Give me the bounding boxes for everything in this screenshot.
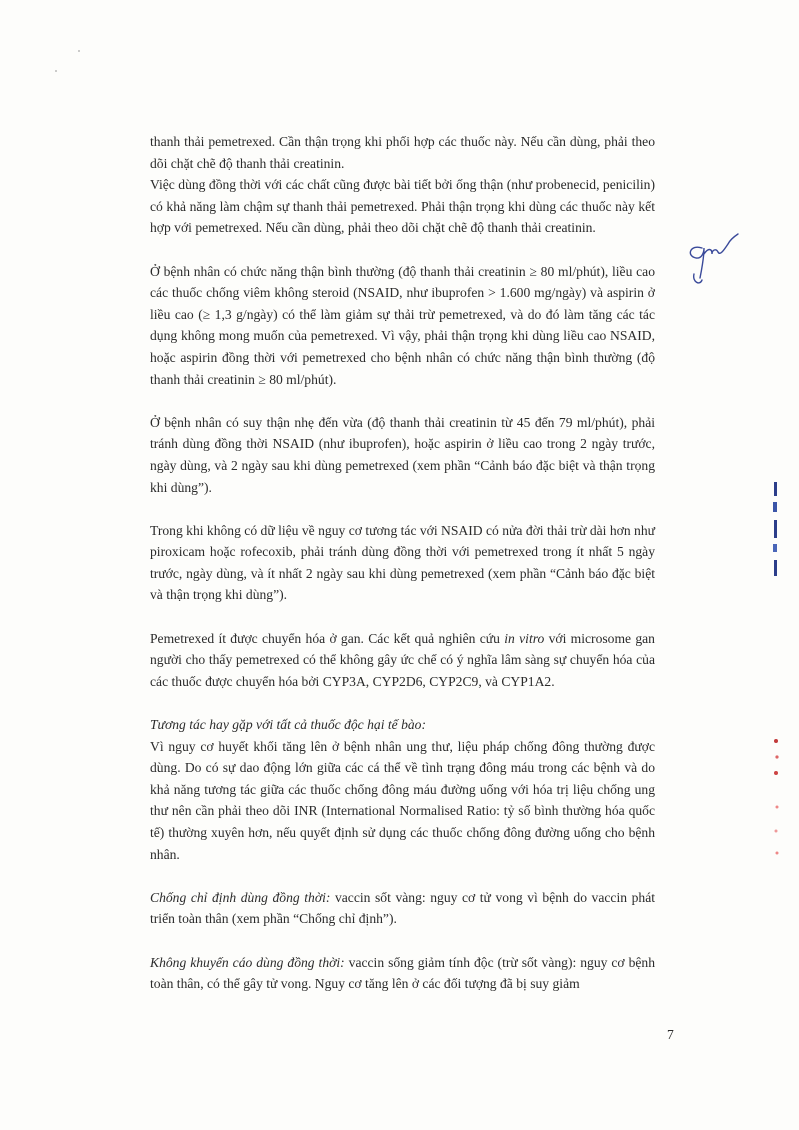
page-body: [150, 131, 655, 995]
scan-speck: [78, 50, 80, 52]
page-number: 7: [667, 1027, 674, 1042]
paragraph-5: Trong khi không có dữ liệu về nguy cơ tương tác với NSAID có nửa đời thải trừ dài hơn như piroxicam hoặc rofecoxib, phải tránh dùng đồng thời với pemetrexed trong ít nhất 5 ngày trước, ngày dùng, và ít nhất 2 ngày sau khi dùng pemetrexed (xem phần “Cảnh báo đặc biệt và thận trọng khi dùng”).: [150, 522, 655, 603]
paragraph-2: Việc dùng đồng thời với các chất cũng được bài tiết bởi ống thận (như probenecid, penicilin) có khả năng làm chậm sự thanh thải pemetrexed. Phải thận trọng khi dùng các thuốc này kết hợp với pemetrexed. Nếu cần dùng, phải theo dõi chặt chẽ độ thanh thải creatinin.: [150, 177, 655, 236]
not-recommended-body: vaccin sống giảm tính độc (trừ sốt vàng): nguy cơ bệnh toàn thân, có thể gây tử vong. Nguy cơ tăng lên ở các đối tượng đã bị suy giảm: [150, 954, 655, 992]
contraindicated-body: vaccin sốt vàng: nguy cơ tử vong vì bệnh do vaccin phát triển toàn thân (xem phần “Chống chỉ định”).: [150, 889, 656, 927]
not-recommended-heading: Không khuyến cáo dùng đồng thời:: [150, 954, 345, 970]
paragraph-8: [150, 887, 655, 930]
contraindicated-heading: Chống chỉ định dùng đồng thời:: [150, 889, 331, 905]
paragraph-6: [150, 628, 655, 693]
scan-speck: [55, 70, 57, 72]
handwritten-signature: [680, 230, 740, 290]
paragraph-1: thanh thải pemetrexed. Cần thận trọng khi phối hợp các thuốc này. Nếu cần dùng, phải theo dõi chặt chẽ độ thanh thải creatinin.: [150, 134, 655, 171]
paragraph-4: Ở bệnh nhân có suy thận nhẹ đến vừa (độ thanh thải creatinin từ 45 đến 79 ml/phút), phải tránh dùng đồng thời NSAID (như ibuprofen), hoặc aspirin ở liều cao trong 2 ngày trước, ngày dùng, và 2 ngày sau khi dùng pemetrexed (xem phần “Cảnh báo đặc biệt và thận trọng khi dùng”).: [150, 414, 655, 495]
paragraph-7: Vì nguy cơ huyết khối tăng lên ở bệnh nhân ung thư, liệu pháp chống đông thường được dùng. Do có sự dao động lớn giữa các cá thể về tình trạng đông máu trong các bệnh và do khả năng tương tác giữa các thuốc chống đông máu đường uống với hóa trị liệu chống ung thư nên cần phải theo dõi INR (International Normalised Ratio: tỷ số bình thường hóa quốc tế) thường xuyên hơn, nếu quyết định sử dụng các thuốc chống đông đường uống cho bệnh nhân.: [150, 738, 655, 862]
paragraph-6-after: với microsome gan người cho thấy pemetrexed có thể không gây ức chế có ý nghĩa lâm sàng sự chuyển hóa của các thuốc được chuyển hóa bởi CYP3A, CYP2D6, CYP2C9, và CYP1A2.: [150, 630, 655, 689]
paragraph-3: Ở bệnh nhân có chức năng thận bình thường (độ thanh thải creatinin ≥ 80 ml/phút), liều cao các thuốc chống viêm không steroid (NSAID, như ibuprofen > 1.600 mg/ngày) và aspirin ở liều cao (≥ 1,3 g/ngày) có thể làm giảm sự thải trừ pemetrexed, và do đó làm tăng các tác dụng không mong muốn của pemetrexed. Vì vậy, phải thận trọng khi dùng liều cao NSAID, hoặc aspirin đồng thời với pemetrexed cho bệnh nhân có chức năng thận bình thường (độ thanh thải creatinin ≥ 80 ml/phút).: [150, 263, 655, 387]
section-heading-common-interactions: Tương tác hay gặp với tất cả thuốc độc hại tế bào:: [150, 717, 427, 733]
binding-edge-marks: [768, 480, 784, 580]
paragraph-6-before: Pemetrexed ít được chuyển hóa ở gan. Các kết quả nghiên cứu: [150, 630, 505, 646]
red-stamp-edge-marks: [770, 735, 784, 865]
paragraph-6-italic: in vitro: [504, 630, 545, 646]
paragraph-9: [150, 952, 655, 995]
